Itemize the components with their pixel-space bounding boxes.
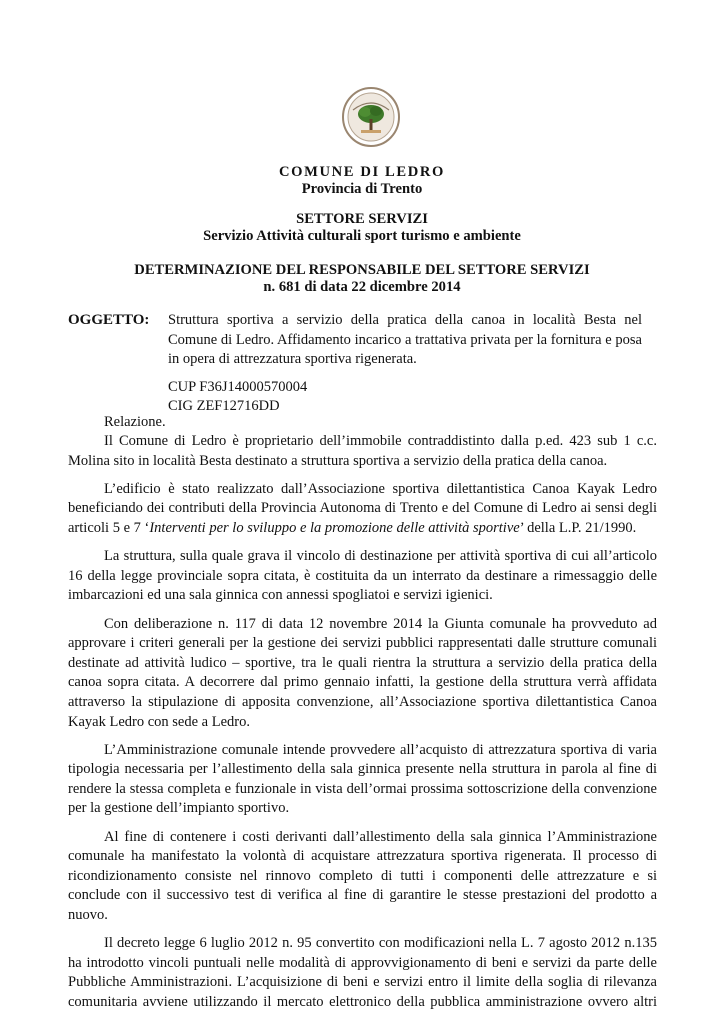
- oggetto-label: OGGETTO:: [68, 312, 150, 328]
- provincia-subtitle: Provincia di Trento: [301, 181, 423, 197]
- servizio-subtitle: Servizio Attività culturali sport turismo e ambiente: [203, 228, 521, 244]
- paragraph-5: L’Amministrazione comunale intende provvedere all’acquisto di attrezzatura sportiva di varia tipologia necessaria per l’allestimento della sala ginnica presente nella struttura in parola al fine di rendere la stessa completa e funzionale in vista dell’ormai prossima sottoscrizione della convenzione per la gestione dell’impianto sportivo.: [68, 741, 657, 817]
- paragraph-7: Il decreto legge 6 luglio 2012 n. 95 convertito con modificazioni nella L. 7 agosto 2012 n.135 ha introdotto vincoli puntuali nelle modalità di approvvigionamento di beni e servizi da parte delle Pubbliche Amministrazioni. L’acquisizione di beni e servizi entro il limite della soglia di rilevanza comunitaria avviene utilizzando il mercato elettronico della pubblica amministrazione ovvero altri: [68, 935, 657, 1010]
- determinazione-number: n. 681 di data 22 dicembre 2014: [263, 279, 461, 295]
- cup-code: CUP F36J14000570004: [168, 379, 308, 395]
- oggetto-text: Struttura sportiva a servizio della pratica della canoa in località Besta nel Comune di Ledro. Affidamento incarico a trattativa privata per la fornitura e posa in opera di attrezzatura sportiva rigenerata.: [168, 312, 642, 367]
- cig-code: CIG ZEF12716DD: [168, 398, 280, 414]
- paragraph-2-start: L’edificio è stato realizzato dall’Associazione sportiva dilettantistica Canoa Kayak Ledro beneficiando dei contributi della Provincia Autonoma di Trento e del Comune di Ledro ai sensi degli articoli 5 e 7 ‘: [68, 480, 657, 536]
- relazione-heading: Relazione.: [104, 414, 166, 430]
- paragraph-1: Il Comune di Ledro è proprietario dell’immobile contraddistinto dalla p.ed. 423 sub 1 c.c. Molina sito in località Besta destinato a struttura sportiva a servizio della pratica della canoa.: [68, 433, 657, 469]
- paragraph-4: Con deliberazione n. 117 di data 12 novembre 2014 la Giunta comunale ha provveduto ad approvare i criteri generali per la gestione dei servizi pubblici rappresentati dalle strutture comunali destinate ad attività ludico – sportive, tra le quali rientra la struttura a servizio della pratica della canoa sopra citata. A decorrere dal primo gennaio infatti, la gestione della struttura verrà affidata attraverso la stipulazione di apposita convenzione, all’Associazione sportiva dilettantistica Canoa Kayak Ledro con sede a Ledro.: [68, 615, 657, 730]
- paragraph-3: La struttura, sulla quale grava il vincolo di destinazione per attività sportiva di cui all’articolo 16 della legge provinciale sopra citata, è costituita da un interrato da destinare a rimessaggio delle imbarcazioni ed una sala ginnica con annessi spogliatoi e servizi igienici.: [68, 548, 657, 604]
- settore-title: SETTORE SERVIZI: [296, 211, 428, 227]
- determinazione-title: DETERMINAZIONE DEL RESPONSABILE DEL SETTORE SERVIZI: [134, 262, 590, 278]
- comune-title: COMUNE DI LEDRO: [279, 164, 445, 180]
- paragraph-2-end: ’ della L.P. 21/1990.: [519, 519, 637, 536]
- codes-block: [168, 378, 307, 416]
- municipal-seal-icon: [341, 86, 401, 148]
- document-body: [68, 432, 657, 1013]
- paragraph-2: [68, 480, 657, 539]
- paragraph-2-law-title: Interventi per lo sviluppo e la promozione delle attività sportive: [149, 519, 520, 536]
- paragraph-6: Al fine di contenere i costi derivanti dall’allestimento della sala ginnica l’Amministrazione comunale ha manifestato la volontà di acquistare attrezzatura sportiva rigenerata. Il processo di ricondizionamento consiste nel rinnovo completo di tutti i componenti delle attrezzature e si conclude con il successivo test di verifica al fine di garantire le stesse prestazioni del prodotto a nuovo.: [68, 828, 657, 924]
